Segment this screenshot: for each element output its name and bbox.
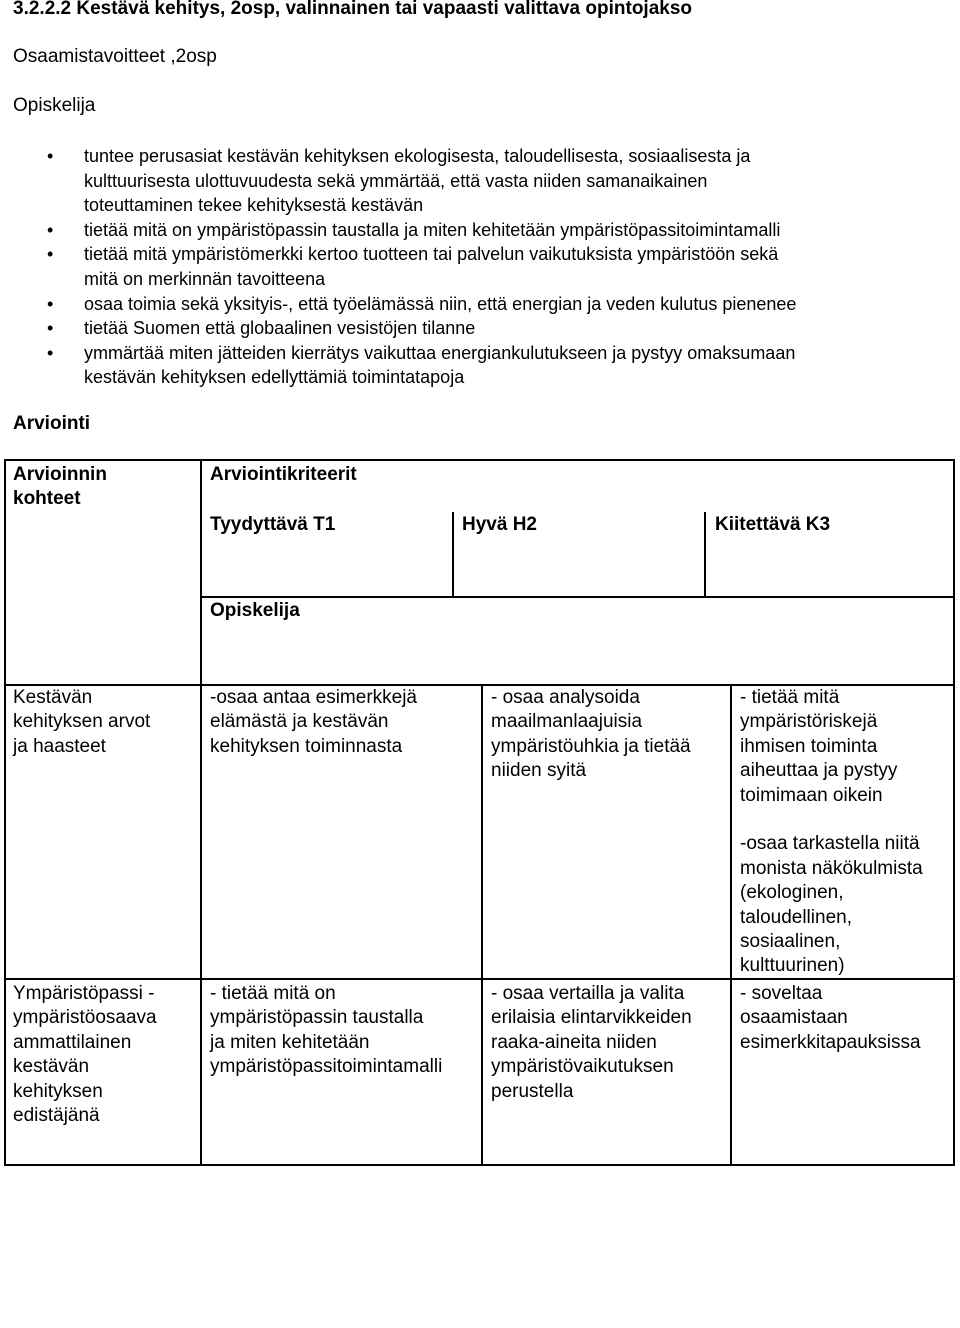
goal-item: [0, 316, 914, 341]
grade-h2-header: Hyvä H2: [462, 514, 537, 535]
cell-line: aiheuttaa ja pystyy: [740, 760, 898, 782]
grade-t1-header: Tyydyttävä T1: [210, 514, 336, 535]
table-divider: [481, 684, 483, 1166]
cell-line: - soveltaa: [740, 983, 823, 1004]
row2-k3: [740, 982, 921, 1055]
cell-line: maailmanlaajuisia: [491, 711, 643, 733]
objectives-heading: Osaamistavoitteet ,2osp: [13, 46, 217, 67]
row2-h2: [491, 982, 692, 1104]
table-border-top: [4, 459, 955, 461]
goal-line: mitä on merkinnän tavoitteena: [84, 268, 326, 289]
table-border-bottom: [4, 1164, 955, 1166]
cell-line: ympäristöriskejä: [740, 711, 878, 733]
table-divider: [704, 512, 706, 597]
goal-line: osaa toimia sekä yksityis-, että työelämässä niin, että energian ja veden kulutus pienenee: [84, 293, 797, 314]
cell-line: kestävän: [13, 1056, 90, 1078]
goal-item: [0, 341, 914, 390]
goal-item: [0, 242, 914, 291]
bullet-icon: •: [47, 146, 54, 166]
goal-line: tietää Suomen että globaalinen vesistöjen tilanne: [84, 318, 476, 339]
cell-line: Ympäristöpassi -: [13, 983, 155, 1004]
cell-line: kulttuurinen): [740, 955, 845, 977]
table-divider: [730, 684, 732, 1166]
goal-line: tietää mitä on ympäristöpassin taustalla ja miten kehitetään ympäristöpassitoimintamalli: [84, 219, 781, 240]
table-divider: [452, 512, 454, 597]
col-header-targets: [13, 463, 107, 512]
row2-target: [13, 982, 157, 1128]
cell-line: ympäristöpassitoimintamalli: [210, 1056, 443, 1078]
goals-list: [0, 144, 950, 390]
cell-line: -osaa tarkastella niitä: [740, 833, 920, 855]
cell-line: kehityksen arvot: [13, 711, 151, 733]
bullet-icon: •: [47, 219, 54, 240]
cell-line: ja miten kehitetään: [210, 1031, 370, 1053]
cell-line: taloudellinen,: [740, 906, 852, 928]
cell-line: kehityksen: [13, 1080, 103, 1102]
cell-line: sosiaalinen,: [740, 931, 841, 953]
cell-line: ammattilainen: [13, 1031, 132, 1053]
cell-line: ympäristövaikutuksen: [491, 1056, 674, 1078]
cell-line: elämästä ja kestävän: [210, 711, 389, 733]
row1-t1: [210, 686, 417, 759]
cell-line: - osaa analysoida: [491, 687, 640, 708]
student-label: Opiskelija: [13, 95, 96, 116]
cell-line: niiden syitä: [491, 760, 587, 782]
goal-item: [0, 292, 914, 317]
col-header-line: kohteet: [13, 488, 81, 510]
cell-line: ympäristöosaava: [13, 1007, 157, 1029]
cell-line: perustella: [491, 1080, 574, 1102]
cell-line: ihmisen toiminta: [740, 735, 878, 757]
goal-line: ymmärtää miten jätteiden kierrätys vaikuttaa energiankulutukseen ja pystyy omaksumaan: [84, 342, 796, 363]
table-divider: [200, 459, 202, 1166]
goal-item: [0, 218, 914, 243]
cell-line: (ekologinen,: [740, 882, 844, 904]
cell-line: -osaa antaa esimerkkejä: [210, 687, 417, 708]
assessment-heading: Arviointi: [13, 413, 91, 434]
grade-k3-header: Kiitettävä K3: [715, 514, 831, 535]
cell-line: toimimaan oikein: [740, 784, 883, 806]
cell-line: - osaa vertailla ja valita: [491, 983, 685, 1004]
cell-line: Kestävän: [13, 687, 93, 708]
table-border-right: [953, 459, 955, 1166]
row1-k3: [740, 686, 923, 979]
col-header-line: Arvioinnin: [13, 464, 107, 485]
row1-target: [13, 686, 150, 759]
cell-line: monista näkökulmista: [740, 857, 923, 879]
cell-line: raaka-aineita niiden: [491, 1031, 657, 1053]
cell-line: osaamistaan: [740, 1007, 848, 1029]
student-row-label: Opiskelija: [210, 600, 300, 621]
goal-line: kulttuurisesta ulottuvuudesta sekä ymmärtää, että vasta niiden samanaikainen: [84, 170, 708, 191]
cell-line: kehityksen toiminnasta: [210, 735, 403, 757]
goal-line: kestävän kehityksen edellyttämiä toimintatapoja: [84, 367, 465, 388]
goal-line: tuntee perusasiat kestävän kehityksen ekologisesta, taloudellisesta, sosiaalisesta ja: [84, 146, 751, 166]
cell-line: - tietää mitä on: [210, 983, 336, 1004]
cell-line: ympäristöuhkia ja tietää: [491, 735, 691, 757]
section-heading: 3.2.2.2 Kestävä kehitys, 2osp, valinnainen tai vapaasti valittava opintojakso: [13, 0, 693, 19]
criteria-header: Arviointikriteerit: [210, 464, 357, 485]
row1-h2: [491, 686, 691, 784]
cell-line: esimerkkitapauksissa: [740, 1031, 921, 1053]
bullet-icon: •: [47, 318, 54, 339]
cell-line: erilaisia elintarvikkeiden: [491, 1007, 692, 1029]
row2-t1: [210, 982, 442, 1080]
goal-item: [0, 144, 914, 218]
cell-line: - tietää mitä: [740, 687, 840, 708]
goal-line: tietää mitä ympäristömerkki kertoo tuotteen tai palvelun vaikutuksista ympäristöön sekä: [84, 244, 779, 265]
bullet-icon: •: [47, 244, 54, 265]
table-border-left: [4, 459, 6, 1166]
bullet-icon: •: [47, 293, 54, 314]
table-divider: [202, 596, 953, 598]
cell-line: edistäjänä: [13, 1105, 100, 1127]
cell-line: ympäristöpassin taustalla: [210, 1007, 424, 1029]
cell-line: ja haasteet: [13, 735, 106, 757]
goal-line: toteuttaminen tekee kehityksestä kestävän: [84, 195, 424, 216]
bullet-icon: •: [47, 342, 54, 363]
